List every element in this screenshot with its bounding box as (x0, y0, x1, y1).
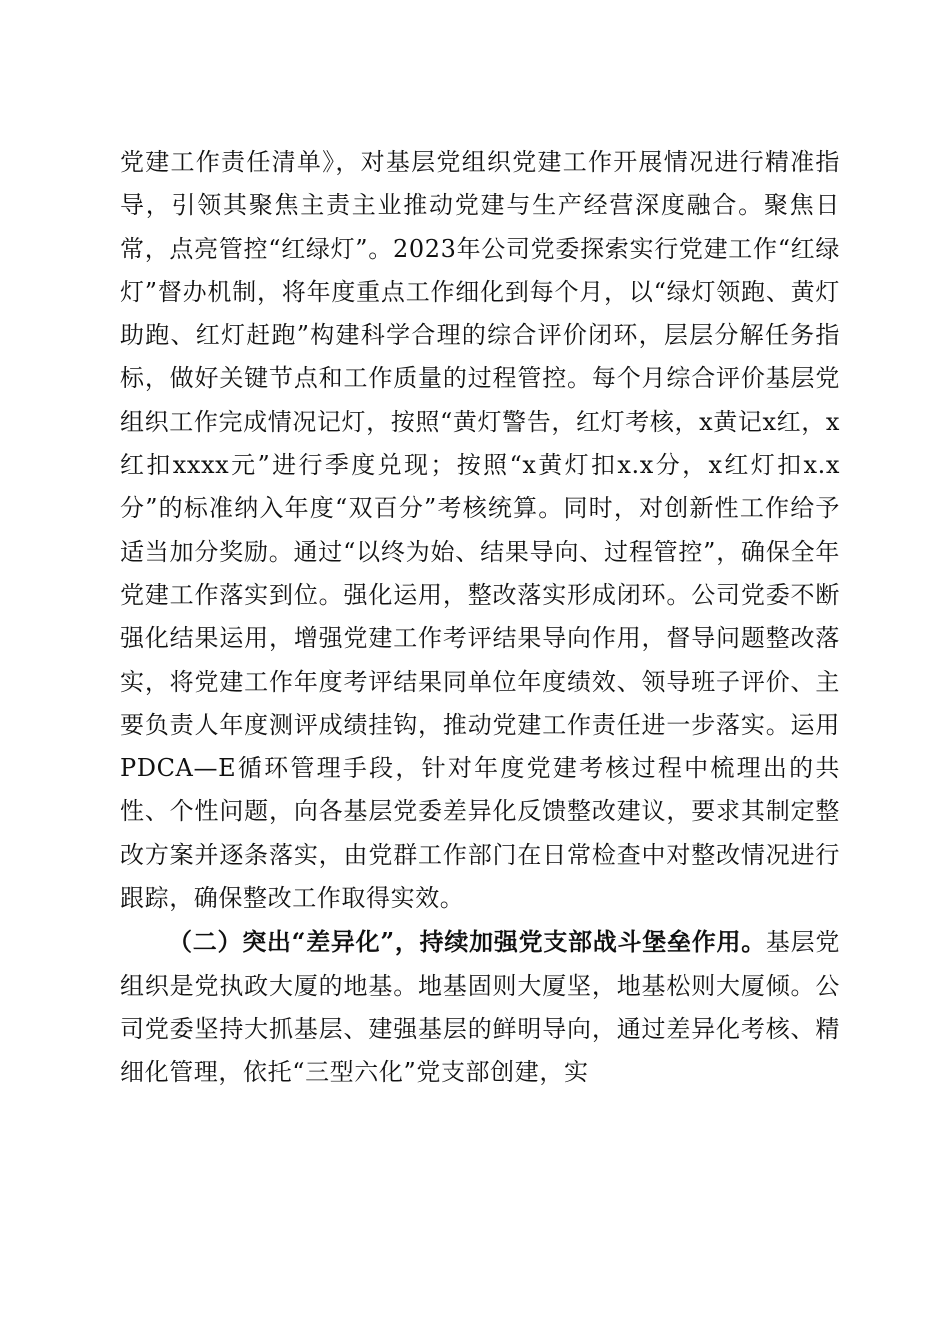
body-paragraph: 党建工作责任清单》，对基层党组织党建工作开展情况进行精准指导，引领其聚焦主责主业推动党建与生产经营深度融合。聚焦日常，点亮管控“红绿灯”。2023年公司党委探索实行党建工作“红绿灯”督办机制，将年度重点工作细化到每个月，以“绿灯领跑、黄灯助跑、红灯赶跑”构建科学合理的综合评价闭环，层层分解任务指标，做好关键节点和工作质量的过程管控。每个月综合评价基层党组织工作完成情况记灯，按照“黄灯警告，红灯考核，x黄记x红，x红扣xxxx元”进行季度兑现；按照“x黄灯扣x.x分，x红灯扣x.x分”的标准纳入年度“双百分”考核统算。同时，对创新性工作给予适当加分奖励。通过“以终为始、结果导向、过程管控”，确保全年党建工作落实到位。强化运用，整改落实形成闭环。公司党委不断强化结果运用，增强党建工作考评结果导向作用，督导问题整改落实，将党建工作年度考评结果同单位年度绩效、领导班子评价、主要负责人年度测评成绩挂钩，推动党建工作责任进一步落实。运用PDCA—E循环管理手段，针对年度党建考核过程中梳理出的共性、个性问题，向各基层党委差异化反馈整改建议，要求其制定整改方案并逐条落实，由党群工作部门在日常检查中对整改情况进行跟踪，确保整改工作取得实效。 (120, 148, 840, 913)
body-paragraph: 基层党组织是党执政大厦的地基。地基固则大厦坚，地基松则大厦倾。公司党委坚持大抓基层、建强基层的鲜明导向，通过差异化考核、精细化管理，依托“三型六化”党支部创建，实 (120, 928, 840, 1087)
section-paragraph (120, 920, 840, 1094)
section-heading: （二）突出“差异化”，持续加强党支部战斗堡垒作用。 (168, 927, 766, 957)
document-body (120, 141, 840, 1095)
